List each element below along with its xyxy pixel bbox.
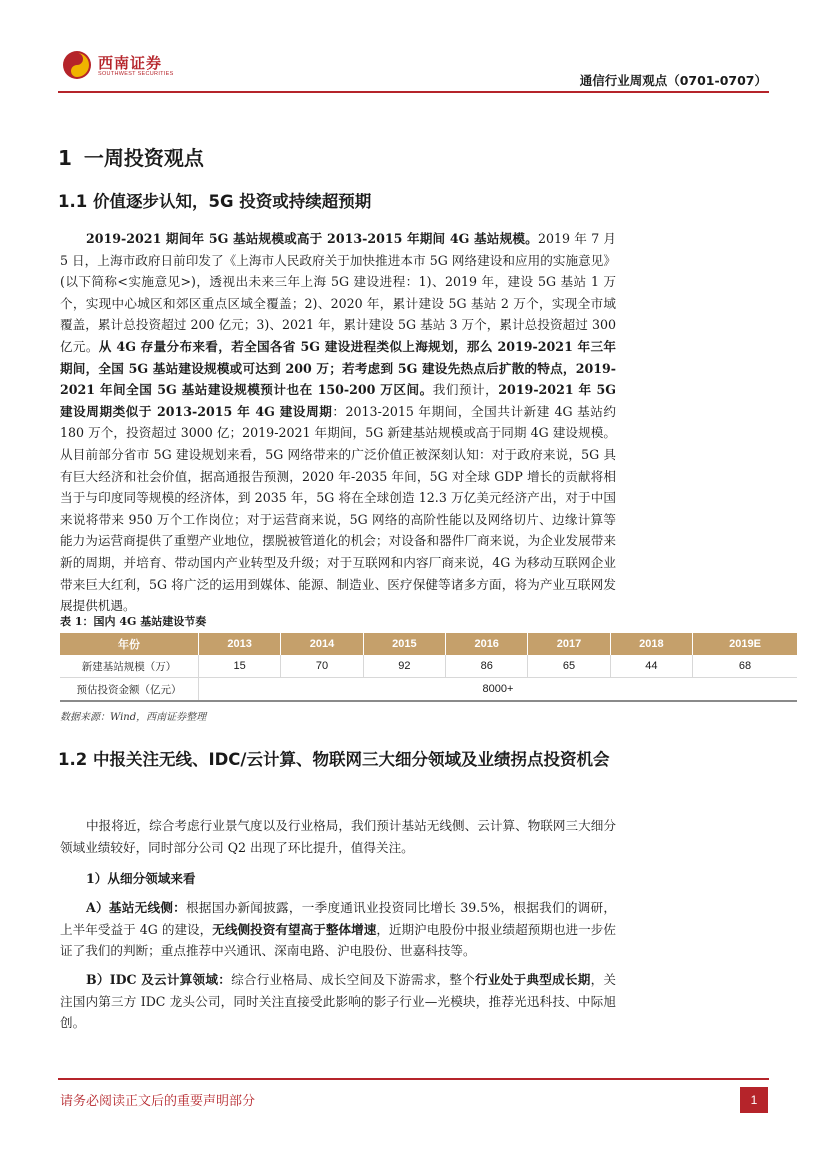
logo-mark-icon (62, 50, 92, 80)
section-number: 1 (58, 146, 72, 170)
table-header-cell: 2013 (199, 633, 281, 655)
table-caption: 表 1：国内 4G 基站建设节奏 (60, 615, 207, 628)
logo-chinese-name: 西南证券 (98, 54, 163, 72)
table-header-row (60, 633, 797, 655)
body-text: ，近期沪电股份中报业绩超预期也进一步佐证了我们的判断；重点推荐中兴通讯、深南电路、沪电股份、世嘉科技等。 (60, 921, 616, 959)
body-text: ，关注国内第三方 IDC 龙头公司，同时关注直接受此影响的影子行业—光模块，推荐光迅科技、中际旭创。 (60, 972, 617, 1031)
body-text: ：2013-2015 年期间，全国共计新建 4G 基站约 180 万个，投资超过 3000 亿；2019-2021 年期间，5G 新建基站规模或高于同期 4G 建设规模。从目前部分省市 5G 建设规划来看，5G 网络带来的广泛价值正被深刻认知：对于政府来说，5G 具有巨大经济和社会价值，据高通报告预测，2020 年-2035 年间，5G 对全球 GDP 增长的贡献将相当于与印度同等规模的经济体，到 2035 年，5G 将在全球创造 12.3 万亿美元经济产出，对于中国来说将带来 950 万个工作岗位；对于运营商来说，5G 网络的高阶性能以及网络切片、边缘计算等能力为运营商提供了重塑产业地位，摆脱被管道化的机会；对设备和器件厂商来说，为企业发展带来新的周期，并培育、带动国内产业转型及升级；对于互联网和内容厂商来说，4G 为移动互联网企业带来巨大红利，5G 将广泛的运用到媒体、能源、制造业、医疗保健等诸多方面，将为产业互联网发展提供机遇。 (60, 403, 616, 614)
paragraph-idc-cloud (60, 969, 616, 1034)
footer-divider (58, 1078, 769, 1080)
table-row (60, 678, 797, 702)
body-text: 我们预计， (432, 382, 499, 398)
body-text: 综合行业格局、成长空间及下游需求，整个 (231, 972, 476, 987)
paragraph-wireless (60, 897, 616, 962)
subsection-heading-1-1: 1.1 价值逐步认知，5G 投资或持续超预期 (58, 192, 372, 211)
subsection-heading-1-2: 1.2 中报关注无线、IDC/云计算、物联网三大细分领域及业绩拐点投资机会 (58, 750, 610, 769)
paragraph-subheading (60, 868, 616, 890)
bold-text: A）基站无线侧： (86, 900, 187, 915)
table-cell: 70 (281, 655, 363, 678)
bold-text: 从 4G 存量分布来看，若全国各省 5G 建设进程类似上海规划，那么 2019-2021 年三年期间，全国 5G 基站建设规模或可达到 200 万；若考虑到 5G 建设先热点后扩散的特点，2019-2021 年间全国 5G 基站建设规模预计也在 150-200 万区间。 (60, 338, 616, 398)
table-cell: 86 (446, 655, 528, 678)
bold-text: 1）从细分领域来看 (86, 871, 196, 886)
table-cell: 68 (693, 655, 797, 678)
bold-text: 无线侧投资有望高于整体增速 (212, 921, 377, 937)
section-heading (58, 142, 204, 171)
bold-text: 2019-2021 期间年 5G 基站规模或高于 2013-2015 年期间 4G 基站规模。 (86, 231, 538, 246)
table-header-cell: 2018 (610, 633, 692, 655)
table-header-cell: 年份 (60, 633, 199, 655)
report-title: 通信行业周观点（0701-0707） (579, 73, 767, 88)
bold-text: B）IDC 及云计算领域： (86, 972, 232, 987)
table-cell: 44 (610, 655, 692, 678)
section-title: 一周投资观点 (83, 146, 204, 170)
bold-text: 行业处于典型成长期 (475, 972, 591, 987)
table-header-cell: 2014 (281, 633, 363, 655)
header-divider (58, 91, 769, 93)
table-header-cell: 2017 (528, 633, 610, 655)
table-cell: 8000+ (199, 678, 798, 702)
table-row (60, 655, 797, 678)
company-logo (58, 48, 188, 88)
table-source: 数据来源：Wind，西南证券整理 (60, 712, 207, 723)
paragraph-intro: 中报将近，综合考虑行业景气度以及行业格局，我们预计基站无线侧、云计算、物联网三大细分领域业绩较好，同时部分公司 Q2 出现了环比提升，值得关注。 (60, 818, 616, 855)
table-cell: 15 (199, 655, 281, 678)
paragraph-5g-investment (60, 228, 616, 617)
table-cell: 65 (528, 655, 610, 678)
table-row-label: 预估投资金额（亿元） (60, 678, 199, 702)
table-header-cell: 2016 (446, 633, 528, 655)
table-header-cell: 2015 (363, 633, 445, 655)
logo-english-name: SOUTHWEST SECURITIES (98, 71, 174, 77)
page-number: 1 (740, 1087, 768, 1113)
table-cell: 92 (363, 655, 445, 678)
table-header-cell: 2019E (693, 633, 797, 655)
data-table (60, 633, 797, 702)
table-row-label: 新建基站规模（万） (60, 655, 199, 678)
body-text: 根据国办新闻披露，一季度通讯业投资同比增长 39.5%，根据我们的调研，上半年受益于 4G 的建设， (60, 900, 616, 937)
body-text: 2019 年 7 月 5 日，上海市政府日前印发了《上海市人民政府关于加快推进本市 5G 网络建设和应用的实施意见》(以下简称<实施意见>)，透视出未来三年上海 5G 建设进程：1)、2019 年，建设 5G 基站 1 万个，实现中心城区和郊区重点区域全覆盖；2)、2020 年，累计建设 5G 基站 2 万个，实现全市域覆盖，累计总投资超过 200 亿元；3)、2021 年，累计建设 5G 基站 3 万个，累计总投资超过 300 亿元。 (60, 231, 616, 354)
bold-text: 2019-2021 年 5G 建设周期类似于 2013-2015 年 4G 建设周期 (60, 382, 617, 419)
footer-disclaimer: 请务必阅读正文后的重要声明部分 (60, 1094, 256, 1109)
